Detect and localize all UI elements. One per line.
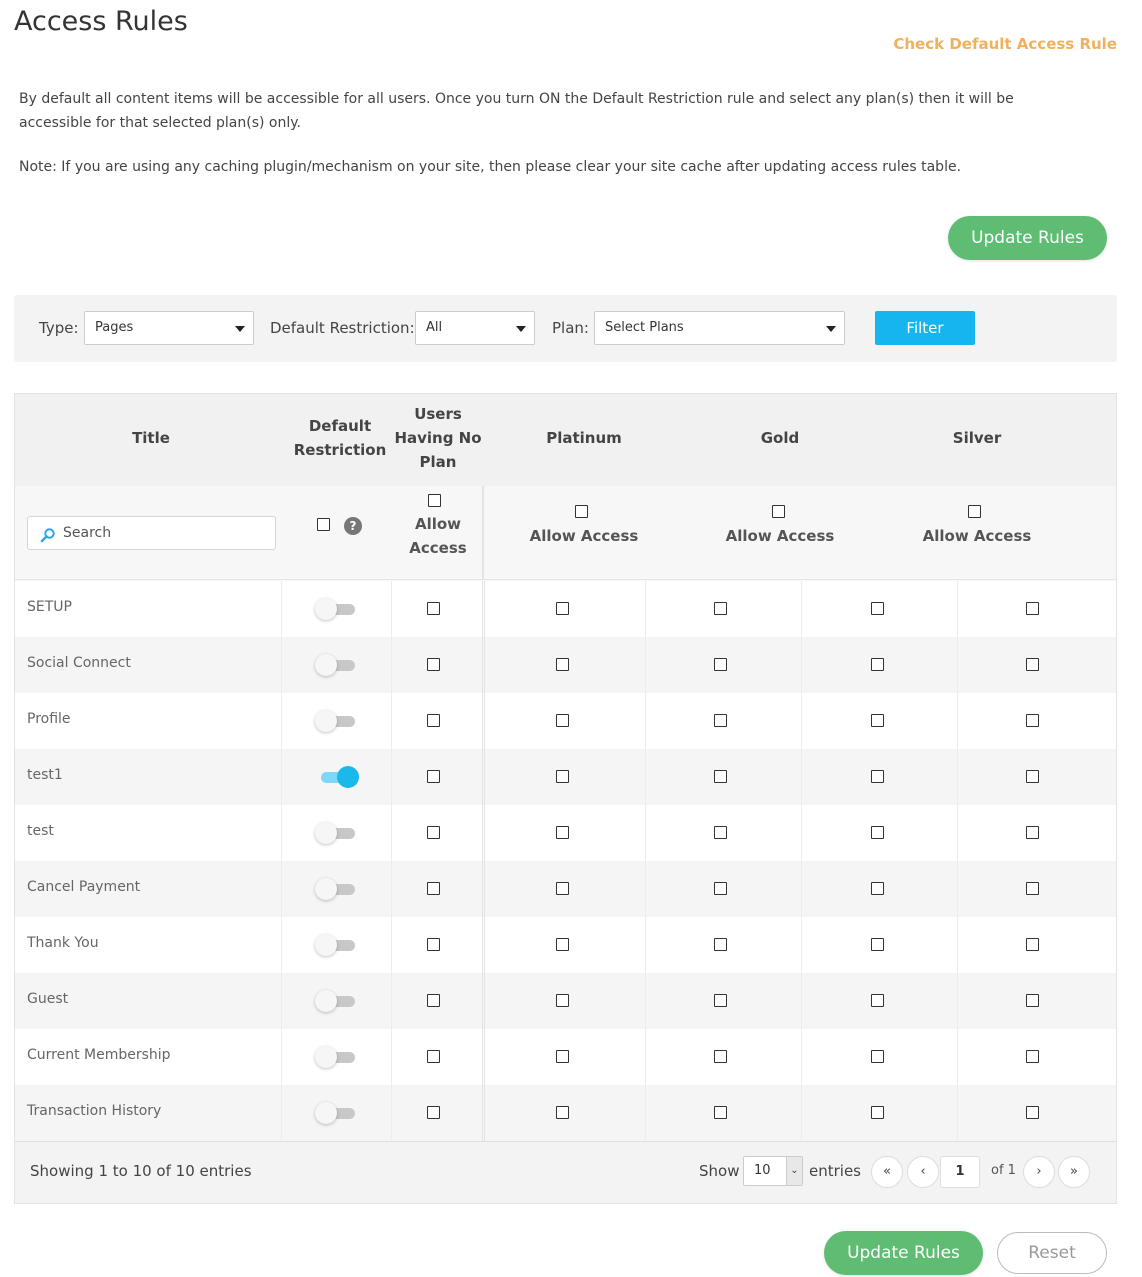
table-row bbox=[15, 1085, 1116, 1141]
platinum-checkbox-2[interactable] bbox=[714, 714, 727, 727]
silver-checkbox[interactable] bbox=[1026, 714, 1039, 727]
filter-bar bbox=[14, 295, 1117, 362]
column-divider bbox=[482, 917, 483, 973]
silver-checkbox[interactable] bbox=[1026, 826, 1039, 839]
table-row bbox=[15, 861, 1116, 917]
entries-label: entries bbox=[809, 1162, 861, 1180]
column-divider bbox=[484, 693, 485, 749]
platinum-allow-access-label: Allow Access bbox=[529, 527, 639, 545]
table-row bbox=[15, 637, 1116, 693]
table-row bbox=[15, 581, 1116, 637]
column-divider bbox=[957, 973, 958, 1029]
chevron-left-icon: ‹ bbox=[920, 1164, 926, 1179]
column-divider bbox=[957, 1029, 958, 1085]
platinum-checkbox-2[interactable] bbox=[714, 658, 727, 671]
gold-checkbox[interactable] bbox=[871, 714, 884, 727]
column-divider bbox=[281, 1029, 282, 1085]
column-divider bbox=[484, 805, 485, 861]
column-divider bbox=[484, 1029, 485, 1085]
table-row bbox=[15, 973, 1116, 1029]
page-length-select[interactable] bbox=[743, 1156, 803, 1186]
row-title: Transaction History bbox=[27, 1103, 162, 1119]
column-divider bbox=[957, 1085, 958, 1141]
table-footer bbox=[15, 1141, 1116, 1203]
column-divider bbox=[645, 1029, 646, 1085]
column-divider bbox=[645, 1085, 646, 1141]
platinum-checkbox-2[interactable] bbox=[714, 602, 727, 615]
row-title: test1 bbox=[27, 767, 63, 783]
silver-checkbox[interactable] bbox=[1026, 770, 1039, 783]
column-divider bbox=[645, 581, 646, 637]
column-divider bbox=[801, 917, 802, 973]
toggle-knob bbox=[315, 934, 337, 956]
default-restriction-select-value: All bbox=[426, 320, 443, 335]
filter-button[interactable]: Filter bbox=[875, 311, 975, 345]
default-restriction-toggle[interactable] bbox=[315, 934, 359, 956]
default-restriction-toggle[interactable] bbox=[315, 1046, 359, 1068]
chevron-down-icon bbox=[516, 326, 526, 332]
gold-checkbox[interactable] bbox=[871, 1106, 884, 1119]
column-divider bbox=[801, 805, 802, 861]
table-row bbox=[15, 693, 1116, 749]
column-divider bbox=[391, 1085, 392, 1141]
default-restriction-toggle[interactable] bbox=[315, 766, 359, 788]
column-divider bbox=[801, 861, 802, 917]
column-divider bbox=[482, 861, 483, 917]
column-divider bbox=[801, 749, 802, 805]
gold-checkbox[interactable] bbox=[871, 826, 884, 839]
type-select[interactable] bbox=[84, 311, 254, 345]
type-select-value: Pages bbox=[95, 320, 134, 335]
column-divider bbox=[484, 749, 485, 805]
column-divider bbox=[391, 581, 392, 637]
no-plan-allow-access-label: Allow Access bbox=[409, 515, 467, 557]
platinum-checkbox-2[interactable] bbox=[714, 938, 727, 951]
platinum-checkbox[interactable] bbox=[556, 1050, 569, 1063]
current-page-input[interactable]: 1 bbox=[940, 1156, 980, 1188]
column-divider bbox=[645, 917, 646, 973]
row-title: test bbox=[27, 823, 54, 839]
help-icon[interactable]: ? bbox=[344, 517, 362, 535]
column-divider bbox=[801, 1085, 802, 1141]
silver-checkbox[interactable] bbox=[1026, 1106, 1039, 1119]
row-title: Current Membership bbox=[27, 1047, 171, 1063]
table-row bbox=[15, 917, 1116, 973]
toggle-knob bbox=[315, 822, 337, 844]
platinum-checkbox[interactable] bbox=[556, 658, 569, 671]
platinum-checkbox-2[interactable] bbox=[714, 882, 727, 895]
column-divider bbox=[482, 637, 483, 693]
column-divider bbox=[281, 1085, 282, 1141]
column-divider bbox=[645, 861, 646, 917]
cache-note-text: Note: If you are using any caching plugin/mechanism on your site, then please clear your site cache after updating access rules table. bbox=[19, 159, 962, 175]
header-no-plan: Users Having No Plan bbox=[394, 405, 482, 471]
default-restriction-all-checkbox[interactable] bbox=[317, 518, 330, 531]
show-label: Show bbox=[699, 1162, 740, 1180]
silver-checkbox[interactable] bbox=[1026, 882, 1039, 895]
column-divider bbox=[801, 973, 802, 1029]
column-divider bbox=[391, 973, 392, 1029]
column-divider bbox=[801, 637, 802, 693]
column-divider bbox=[482, 1085, 483, 1141]
plan-label: Plan: bbox=[552, 319, 589, 337]
page-count: of 1 bbox=[991, 1163, 1016, 1178]
gold-checkbox[interactable] bbox=[871, 770, 884, 783]
header-title: Title bbox=[132, 429, 170, 447]
gold-checkbox[interactable] bbox=[871, 882, 884, 895]
default-restriction-toggle[interactable] bbox=[315, 822, 359, 844]
column-divider bbox=[482, 749, 483, 805]
no-plan-checkbox[interactable] bbox=[427, 938, 440, 951]
column-divider bbox=[281, 693, 282, 749]
platinum-checkbox[interactable] bbox=[556, 994, 569, 1007]
table-row bbox=[15, 1029, 1116, 1085]
default-restriction-label: Default Restriction: bbox=[270, 319, 415, 337]
no-plan-checkbox[interactable] bbox=[427, 826, 440, 839]
platinum-checkbox[interactable] bbox=[556, 602, 569, 615]
column-divider bbox=[391, 917, 392, 973]
type-label: Type: bbox=[39, 319, 79, 337]
next-page-button[interactable] bbox=[1023, 1156, 1055, 1188]
default-restriction-toggle[interactable] bbox=[315, 878, 359, 900]
column-divider bbox=[957, 749, 958, 805]
silver-checkbox[interactable] bbox=[1026, 938, 1039, 951]
column-divider bbox=[482, 1029, 483, 1085]
table-row bbox=[15, 805, 1116, 861]
reset-button[interactable]: Reset bbox=[997, 1232, 1107, 1274]
plan-select[interactable] bbox=[594, 311, 845, 345]
row-title: Profile bbox=[27, 711, 71, 727]
no-plan-checkbox[interactable] bbox=[427, 658, 440, 671]
column-divider bbox=[482, 693, 483, 749]
column-divider bbox=[645, 973, 646, 1029]
platinum-checkbox[interactable] bbox=[556, 882, 569, 895]
column-divider bbox=[484, 917, 485, 973]
toggle-knob bbox=[315, 1046, 337, 1068]
header-gold: Gold bbox=[760, 429, 800, 447]
row-title: Guest bbox=[27, 991, 69, 1007]
column-divider bbox=[281, 637, 282, 693]
gold-checkbox[interactable] bbox=[871, 1050, 884, 1063]
toggle-knob bbox=[315, 710, 337, 732]
column-divider bbox=[391, 637, 392, 693]
no-plan-checkbox[interactable] bbox=[427, 602, 440, 615]
column-divider bbox=[484, 1085, 485, 1141]
default-restriction-toggle[interactable] bbox=[315, 654, 359, 676]
column-divider bbox=[957, 805, 958, 861]
column-divider bbox=[391, 805, 392, 861]
column-divider bbox=[391, 749, 392, 805]
toggle-knob bbox=[315, 654, 337, 676]
table-row bbox=[15, 749, 1116, 805]
table-header bbox=[15, 394, 1116, 486]
column-divider bbox=[957, 581, 958, 637]
gold-checkbox[interactable] bbox=[871, 602, 884, 615]
column-divider bbox=[281, 917, 282, 973]
row-title: Thank You bbox=[27, 935, 99, 951]
column-divider bbox=[391, 861, 392, 917]
row-title: SETUP bbox=[27, 599, 72, 615]
plan-select-value: Select Plans bbox=[605, 320, 684, 335]
platinum-checkbox[interactable] bbox=[556, 770, 569, 783]
column-divider bbox=[957, 861, 958, 917]
platinum-checkbox-2[interactable] bbox=[714, 826, 727, 839]
table-body bbox=[15, 581, 1116, 1141]
search-icon bbox=[40, 527, 56, 543]
page-title: Access Rules bbox=[14, 6, 188, 37]
double-chevron-right-icon: » bbox=[1070, 1164, 1078, 1179]
gold-checkbox[interactable] bbox=[871, 994, 884, 1007]
silver-checkbox[interactable] bbox=[1026, 1050, 1039, 1063]
page-length-value: 10 bbox=[754, 1163, 771, 1178]
header-silver: Silver bbox=[952, 429, 1002, 447]
showing-entries-info: Showing 1 to 10 of 10 entries bbox=[30, 1162, 252, 1180]
search-input[interactable] bbox=[27, 516, 276, 550]
prev-page-button[interactable] bbox=[907, 1156, 939, 1188]
platinum-allow-all-checkbox[interactable] bbox=[575, 505, 588, 518]
gold-allow-all-checkbox[interactable] bbox=[772, 505, 785, 518]
no-plan-checkbox[interactable] bbox=[427, 994, 440, 1007]
platinum-checkbox[interactable] bbox=[556, 1106, 569, 1119]
column-divider bbox=[957, 637, 958, 693]
no-plan-allow-all-checkbox[interactable] bbox=[428, 494, 441, 507]
column-divider bbox=[281, 805, 282, 861]
description-text: By default all content items will be accessible for all users. Once you turn ON the Default Restriction rule and select any plan(s) then it will be accessible for that selected plan(s) only. bbox=[19, 91, 1014, 131]
column-divider bbox=[484, 973, 485, 1029]
platinum-checkbox-2[interactable] bbox=[714, 1050, 727, 1063]
no-plan-checkbox[interactable] bbox=[427, 714, 440, 727]
header-default-restriction: Default Restriction bbox=[293, 417, 387, 459]
silver-checkbox[interactable] bbox=[1026, 658, 1039, 671]
column-divider bbox=[482, 581, 483, 637]
double-chevron-left-icon: « bbox=[883, 1164, 891, 1179]
gold-checkbox[interactable] bbox=[871, 658, 884, 671]
default-restriction-toggle[interactable] bbox=[315, 1102, 359, 1124]
column-divider bbox=[391, 693, 392, 749]
column-divider bbox=[484, 861, 485, 917]
gold-checkbox[interactable] bbox=[871, 938, 884, 951]
row-title: Cancel Payment bbox=[27, 879, 141, 895]
column-divider bbox=[482, 973, 483, 1029]
column-divider bbox=[957, 693, 958, 749]
toggle-knob bbox=[315, 878, 337, 900]
default-restriction-toggle[interactable] bbox=[315, 990, 359, 1012]
no-plan-checkbox[interactable] bbox=[427, 1050, 440, 1063]
chevron-down-icon bbox=[235, 326, 245, 332]
search-placeholder: Search bbox=[63, 525, 112, 541]
silver-checkbox[interactable] bbox=[1026, 602, 1039, 615]
column-divider bbox=[801, 693, 802, 749]
gold-allow-access-label: Allow Access bbox=[725, 527, 835, 545]
default-restriction-toggle[interactable] bbox=[315, 598, 359, 620]
column-divider bbox=[484, 581, 485, 637]
platinum-checkbox-2[interactable] bbox=[714, 770, 727, 783]
no-plan-checkbox[interactable] bbox=[427, 1106, 440, 1119]
chevron-down-icon: ⌄ bbox=[786, 1157, 802, 1185]
toggle-knob bbox=[315, 1102, 337, 1124]
column-divider bbox=[484, 637, 485, 693]
column-divider bbox=[281, 749, 282, 805]
column-divider bbox=[281, 581, 282, 637]
column-divider bbox=[281, 973, 282, 1029]
silver-allow-access-label: Allow Access bbox=[922, 527, 1032, 545]
check-default-access-rule-link[interactable]: Check Default Access Rule bbox=[893, 35, 1117, 53]
chevron-right-icon: › bbox=[1036, 1164, 1042, 1179]
column-divider bbox=[645, 637, 646, 693]
platinum-checkbox-2[interactable] bbox=[714, 1106, 727, 1119]
default-restriction-select[interactable] bbox=[415, 311, 535, 345]
table-bulk-actions-row bbox=[15, 486, 1116, 580]
no-plan-checkbox[interactable] bbox=[427, 882, 440, 895]
platinum-checkbox[interactable] bbox=[556, 826, 569, 839]
platinum-checkbox-2[interactable] bbox=[714, 994, 727, 1007]
column-divider bbox=[801, 1029, 802, 1085]
column-divider bbox=[645, 805, 646, 861]
update-rules-button-top[interactable]: Update Rules bbox=[948, 216, 1107, 260]
default-restriction-toggle[interactable] bbox=[315, 710, 359, 732]
header-platinum: Platinum bbox=[546, 429, 622, 447]
silver-allow-all-checkbox[interactable] bbox=[968, 505, 981, 518]
update-rules-button-bottom[interactable]: Update Rules bbox=[824, 1231, 983, 1275]
column-divider bbox=[645, 693, 646, 749]
toggle-knob bbox=[337, 766, 359, 788]
toggle-knob bbox=[315, 990, 337, 1012]
row-title: Social Connect bbox=[27, 655, 131, 671]
no-plan-checkbox[interactable] bbox=[427, 770, 440, 783]
column-divider bbox=[801, 581, 802, 637]
column-divider bbox=[957, 917, 958, 973]
last-page-button[interactable] bbox=[1058, 1156, 1090, 1188]
access-rules-table bbox=[14, 393, 1117, 1204]
silver-checkbox[interactable] bbox=[1026, 994, 1039, 1007]
column-divider bbox=[281, 861, 282, 917]
column-divider bbox=[391, 1029, 392, 1085]
platinum-checkbox[interactable] bbox=[556, 938, 569, 951]
first-page-button[interactable] bbox=[871, 1156, 903, 1188]
column-divider bbox=[482, 805, 483, 861]
toggle-knob bbox=[315, 598, 337, 620]
platinum-checkbox[interactable] bbox=[556, 714, 569, 727]
chevron-down-icon bbox=[826, 326, 836, 332]
column-divider bbox=[645, 749, 646, 805]
